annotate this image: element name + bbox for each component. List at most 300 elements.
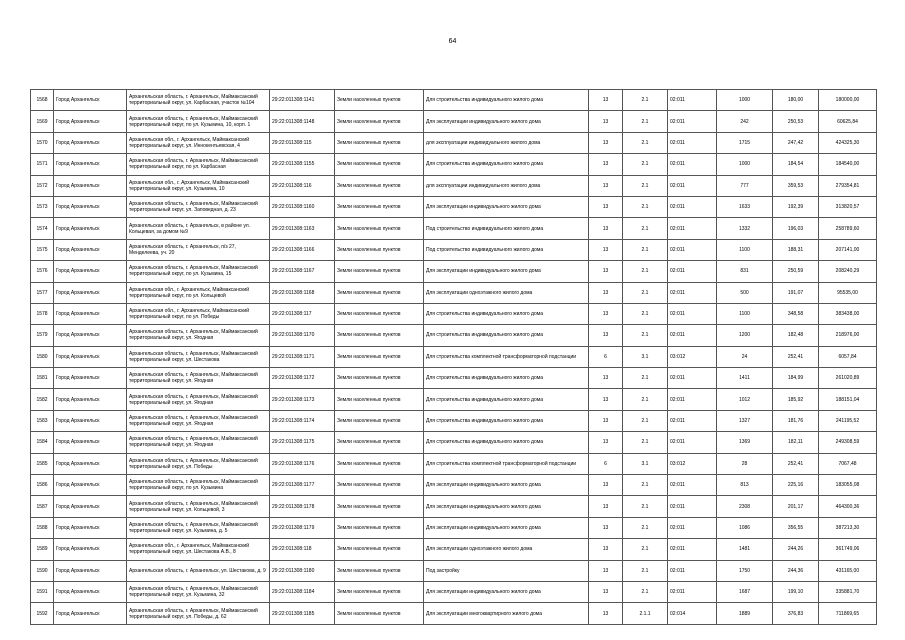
cell-num: 1579 xyxy=(31,325,54,346)
cell-code: 13 xyxy=(589,410,623,431)
cell-use: Под строительство индивидуального жилого дома xyxy=(424,239,589,260)
cell-zone: 2.1 xyxy=(623,560,668,581)
cell-area: 1687 xyxy=(717,581,773,602)
cell-code: 13 xyxy=(589,325,623,346)
cell-num: 1587 xyxy=(31,496,54,517)
cell-value: 6057,84 xyxy=(819,346,877,367)
cell-address: Архангельская обл., г. Архангельск, Маймаксанский территориальный округ, ул. Шестакова А.В., 8 xyxy=(127,539,270,560)
cell-vri: 02:011 xyxy=(668,303,717,324)
cell-vri: 02:011 xyxy=(668,111,717,132)
cell-area: 1012 xyxy=(717,389,773,410)
cell-address: Архангельская область, г. Архангельск, Маймаксанский территориальный округ, ул. Шестакова xyxy=(127,346,270,367)
cell-vri: 02:011 xyxy=(668,432,717,453)
cell-cadastral: 29:22:011308:1175 xyxy=(270,432,335,453)
cell-address: Архангельская область, г. Архангельск, Маймаксанский территориальный округ, по ул. Карбасная xyxy=(127,154,270,175)
cell-city: Город Архангельск xyxy=(54,282,127,303)
cell-use: Для эксплуатации одноэтажного жилого дома xyxy=(424,539,589,560)
cell-value: 313820,57 xyxy=(819,196,877,217)
cell-cadastral: 29:22:011308:1185 xyxy=(270,603,335,624)
cell-vri: 02:011 xyxy=(668,261,717,282)
cell-area: 1633 xyxy=(717,196,773,217)
table-row xyxy=(31,517,877,538)
cell-category: Земли населенных пунктов xyxy=(335,410,424,431)
cell-code: 13 xyxy=(589,475,623,496)
cell-area: 1715 xyxy=(717,132,773,153)
cell-use: Для эксплуатации индивидуального жилого дома xyxy=(424,496,589,517)
cell-city: Город Архангельск xyxy=(54,90,127,111)
cell-category: Земли населенных пунктов xyxy=(335,560,424,581)
cell-category: Земли населенных пунктов xyxy=(335,389,424,410)
cell-category: Земли населенных пунктов xyxy=(335,432,424,453)
cell-num: 1584 xyxy=(31,432,54,453)
cell-num: 1581 xyxy=(31,368,54,389)
cell-vri: 02:011 xyxy=(668,175,717,196)
cell-rate: 376,83 xyxy=(773,603,819,624)
cell-use: Для строительства индивидуального жилого дома xyxy=(424,154,589,175)
cell-num: 1592 xyxy=(31,603,54,624)
cell-zone: 3.1 xyxy=(623,346,668,367)
cell-vri: 02:014 xyxy=(668,603,717,624)
cell-use: Для строительства комплектной трансформаторной подстанции xyxy=(424,346,589,367)
cell-use: Для эксплуатации индивидуального жилого дома xyxy=(424,261,589,282)
cell-rate: 182,11 xyxy=(773,432,819,453)
table-row xyxy=(31,560,877,581)
cell-cadastral: 29:22:011308:1171 xyxy=(270,346,335,367)
cell-category: Земли населенных пунктов xyxy=(335,303,424,324)
cell-rate: 185,92 xyxy=(773,389,819,410)
cell-num: 1576 xyxy=(31,261,54,282)
cell-num: 1570 xyxy=(31,132,54,153)
cell-cadastral: 29:22:011308:1168 xyxy=(270,282,335,303)
cell-rate: 250,59 xyxy=(773,261,819,282)
cell-use: для эксплуатации индивидуального жилого дома xyxy=(424,132,589,153)
cell-zone: 2.1 xyxy=(623,581,668,602)
cell-use: Для эксплуатации многоквартирного жилого дома xyxy=(424,603,589,624)
cell-code: 13 xyxy=(589,218,623,239)
cell-rate: 199,10 xyxy=(773,581,819,602)
table-row xyxy=(31,111,877,132)
cell-use: Для строительства индивидуального жилого дома xyxy=(424,303,589,324)
cell-cadastral: 29:22:011308:1163 xyxy=(270,218,335,239)
cell-cadastral: 29:22:011308:1141 xyxy=(270,90,335,111)
cell-num: 1571 xyxy=(31,154,54,175)
cell-code: 13 xyxy=(589,90,623,111)
cell-address: Архангельская область, г. Архангельск, Маймаксанский территориальный округ, по ул. Кузьмина, 10, корп. 1 xyxy=(127,111,270,132)
cell-area: 1000 xyxy=(717,90,773,111)
cell-cadastral: 29:22:011308:1174 xyxy=(270,410,335,431)
cell-category: Земли населенных пунктов xyxy=(335,517,424,538)
cell-cadastral: 29:22:011308:1170 xyxy=(270,325,335,346)
cell-vri: 03:012 xyxy=(668,453,717,474)
cell-city: Город Архангельск xyxy=(54,496,127,517)
cell-city: Город Архангельск xyxy=(54,111,127,132)
cell-area: 1086 xyxy=(717,517,773,538)
cell-value: 279354,81 xyxy=(819,175,877,196)
cell-cadastral: 29:22:011308:116 xyxy=(270,175,335,196)
cell-address: Архангельская область, г. Архангельск, Маймаксанский территориальный округ, ул. Ягодная xyxy=(127,389,270,410)
cell-code: 6 xyxy=(589,453,623,474)
cell-zone: 2.1.1 xyxy=(623,603,668,624)
table-row xyxy=(31,346,877,367)
cell-category: Земли населенных пунктов xyxy=(335,239,424,260)
cell-address: Архангельская область, г. Архангельск, Маймаксанский территориальный округ, ул. Ягодная xyxy=(127,432,270,453)
cell-cadastral: 29:22:011308:1180 xyxy=(270,560,335,581)
table-row xyxy=(31,325,877,346)
table-row xyxy=(31,90,877,111)
cell-vri: 02:011 xyxy=(668,581,717,602)
cell-area: 831 xyxy=(717,261,773,282)
cell-vri: 02:011 xyxy=(668,560,717,581)
cell-value: 711869,65 xyxy=(819,603,877,624)
cell-address: Архангельская обл., г. Архангельск, Маймаксанский территориальный округ, по ул. Победы xyxy=(127,303,270,324)
cell-address: Архангельская область, г. Архангельск, Маймаксанский территориальный округ, ул. Заповедная, д. 23 xyxy=(127,196,270,217)
cell-rate: 348,58 xyxy=(773,303,819,324)
cell-cadastral: 29:22:011308:115 xyxy=(270,132,335,153)
cell-num: 1585 xyxy=(31,453,54,474)
cell-vri: 02:011 xyxy=(668,410,717,431)
cell-rate: 180,00 xyxy=(773,90,819,111)
table-row xyxy=(31,303,877,324)
cell-code: 13 xyxy=(589,196,623,217)
cell-use: Для строительства индивидуального жилого дома xyxy=(424,325,589,346)
cell-use: Для строительства индивидуального жилого дома xyxy=(424,368,589,389)
cell-zone: 2.1 xyxy=(623,303,668,324)
cell-area: 24 xyxy=(717,346,773,367)
cell-city: Город Архангельск xyxy=(54,368,127,389)
cell-address: Архангельская обл., г. Архангельск, Маймаксанский территориальный округ, ул. Кузьмина, 10 xyxy=(127,175,270,196)
cell-num: 1582 xyxy=(31,389,54,410)
cell-cadastral: 29:22:011308:1178 xyxy=(270,496,335,517)
cell-rate: 247,42 xyxy=(773,132,819,153)
cell-rate: 192,39 xyxy=(773,196,819,217)
cell-category: Земли населенных пунктов xyxy=(335,90,424,111)
cell-value: 208240,29 xyxy=(819,261,877,282)
cell-city: Город Архангельск xyxy=(54,453,127,474)
cell-value: 95535,00 xyxy=(819,282,877,303)
table-row xyxy=(31,196,877,217)
cell-cadastral: 29:22:011308:1177 xyxy=(270,475,335,496)
cell-cadastral: 29:22:011308:1167 xyxy=(270,261,335,282)
cell-zone: 2.1 xyxy=(623,325,668,346)
cell-cadastral: 29:22:011308:117 xyxy=(270,303,335,324)
cell-zone: 2.1 xyxy=(623,196,668,217)
cell-category: Земли населенных пунктов xyxy=(335,496,424,517)
cell-address: Архангельская область, г. Архангельск, Маймаксанский территориальный округ, ул. Победы xyxy=(127,453,270,474)
cell-vri: 02:011 xyxy=(668,539,717,560)
cell-vri: 02:011 xyxy=(668,389,717,410)
cell-value: 188151,04 xyxy=(819,389,877,410)
cell-category: Земли населенных пунктов xyxy=(335,261,424,282)
cell-address: Архангельская область, г. Архангельск, Маймаксанский территориальный округ, по ул. Кузьмина xyxy=(127,475,270,496)
land-registry-table xyxy=(30,89,877,625)
cell-num: 1578 xyxy=(31,303,54,324)
cell-vri: 03:012 xyxy=(668,346,717,367)
cell-cadastral: 29:22:011308:1179 xyxy=(270,517,335,538)
cell-category: Земли населенных пунктов xyxy=(335,154,424,175)
cell-area: 1200 xyxy=(717,325,773,346)
cell-use: Для эксплуатации одноэтажного жилого дома xyxy=(424,282,589,303)
cell-num: 1577 xyxy=(31,282,54,303)
table-row xyxy=(31,432,877,453)
cell-city: Город Архангельск xyxy=(54,517,127,538)
cell-rate: 182,48 xyxy=(773,325,819,346)
cell-zone: 2.1 xyxy=(623,475,668,496)
cell-value: 184540,00 xyxy=(819,154,877,175)
cell-zone: 2.1 xyxy=(623,175,668,196)
cell-address: Архангельская область, г. Архангельск, Маймаксанский территориальный округ, по ул. Кузьмина, 15 xyxy=(127,261,270,282)
table-row xyxy=(31,603,877,624)
cell-area: 1100 xyxy=(717,239,773,260)
cell-area: 2308 xyxy=(717,496,773,517)
cell-address: Архангельская область, г. Архангельск, Маймаксанский территориальный округ, ул. Кузьмина, 32 xyxy=(127,581,270,602)
cell-cadastral: 29:22:011308:1148 xyxy=(270,111,335,132)
cell-value: 207141,00 xyxy=(819,239,877,260)
cell-use: Для строительства индивидуального жилого дома xyxy=(424,389,589,410)
cell-cadastral: 29:22:011308:1166 xyxy=(270,239,335,260)
cell-city: Город Архангельск xyxy=(54,175,127,196)
cell-category: Земли населенных пунктов xyxy=(335,132,424,153)
cell-category: Земли населенных пунктов xyxy=(335,453,424,474)
cell-value: 258789,60 xyxy=(819,218,877,239)
cell-num: 1586 xyxy=(31,475,54,496)
cell-zone: 2.1 xyxy=(623,90,668,111)
cell-city: Город Архангельск xyxy=(54,325,127,346)
cell-use: Для эксплуатации индивидуального жилого дома xyxy=(424,111,589,132)
cell-rate: 191,07 xyxy=(773,282,819,303)
cell-area: 813 xyxy=(717,475,773,496)
cell-code: 13 xyxy=(589,261,623,282)
cell-zone: 2.1 xyxy=(623,496,668,517)
cell-value: 7067,48 xyxy=(819,453,877,474)
cell-zone: 2.1 xyxy=(623,368,668,389)
cell-rate: 196,03 xyxy=(773,218,819,239)
cell-vri: 02:011 xyxy=(668,239,717,260)
cell-area: 1889 xyxy=(717,603,773,624)
cell-city: Город Архангельск xyxy=(54,132,127,153)
cell-area: 1369 xyxy=(717,432,773,453)
cell-zone: 2.1 xyxy=(623,218,668,239)
cell-area: 1750 xyxy=(717,560,773,581)
cell-num: 1568 xyxy=(31,90,54,111)
cell-use: Для строительства индивидуального жилого дома xyxy=(424,90,589,111)
cell-num: 1569 xyxy=(31,111,54,132)
cell-address: Архангельская область, г. Архангельск, Маймаксанский территориальный округ, ул. Кузьмина, д. 5 xyxy=(127,517,270,538)
cell-code: 13 xyxy=(589,239,623,260)
cell-address: Архангельская область, г. Архангельск, ул. Шестакова, д. 9 xyxy=(127,560,270,581)
cell-code: 13 xyxy=(589,111,623,132)
cell-code: 13 xyxy=(589,368,623,389)
cell-code: 13 xyxy=(589,389,623,410)
cell-address: Архангельская область, г. Архангельск, Маймаксанский территориальный округ, ул. Карбасная, участок №104 xyxy=(127,90,270,111)
cell-zone: 2.1 xyxy=(623,132,668,153)
cell-rate: 184,54 xyxy=(773,154,819,175)
cell-zone: 3.1 xyxy=(623,453,668,474)
table-row xyxy=(31,453,877,474)
cell-vri: 02:011 xyxy=(668,218,717,239)
cell-code: 6 xyxy=(589,346,623,367)
cell-value: 261020,89 xyxy=(819,368,877,389)
cell-area: 500 xyxy=(717,282,773,303)
cell-zone: 2.1 xyxy=(623,239,668,260)
cell-cadastral: 29:22:011308:1173 xyxy=(270,389,335,410)
cell-city: Город Архангельск xyxy=(54,239,127,260)
cell-code: 13 xyxy=(589,517,623,538)
cell-city: Город Архангельск xyxy=(54,560,127,581)
cell-zone: 2.1 xyxy=(623,261,668,282)
cell-code: 13 xyxy=(589,303,623,324)
cell-use: Под застройку xyxy=(424,560,589,581)
cell-city: Город Архангельск xyxy=(54,389,127,410)
cell-vri: 02:011 xyxy=(668,196,717,217)
table-row xyxy=(31,218,877,239)
cell-code: 13 xyxy=(589,603,623,624)
cell-use: Для строительства индивидуального жилого дома xyxy=(424,432,589,453)
cell-cadastral: 29:22:011308:1184 xyxy=(270,581,335,602)
cell-use: для эксплуатации индивидуального жилого дома xyxy=(424,175,589,196)
cell-address: Архангельская область, г. Архангельск, п/з 27, Менделеева, уч. 20 xyxy=(127,239,270,260)
cell-value: 60625,84 xyxy=(819,111,877,132)
cell-num: 1591 xyxy=(31,581,54,602)
table-row xyxy=(31,282,877,303)
cell-zone: 2.1 xyxy=(623,389,668,410)
cell-address: Архангельская область, г. Архангельск, Маймаксанский территориальный округ, ул. Кольцевой, 3 xyxy=(127,496,270,517)
cell-cadastral: 29:22:011308:118 xyxy=(270,539,335,560)
cell-use: Под строительство индивидуального жилого дома xyxy=(424,218,589,239)
cell-use: Для эксплуатации индивидуального жилого дома xyxy=(424,517,589,538)
cell-vri: 02:011 xyxy=(668,282,717,303)
cell-use: Для эксплуатации индивидуального жилого дома xyxy=(424,475,589,496)
cell-rate: 359,53 xyxy=(773,175,819,196)
cell-city: Город Архангельск xyxy=(54,603,127,624)
cell-category: Земли населенных пунктов xyxy=(335,111,424,132)
cell-value: 387213,30 xyxy=(819,517,877,538)
cell-rate: 201,17 xyxy=(773,496,819,517)
cell-zone: 2.1 xyxy=(623,517,668,538)
cell-zone: 2.1 xyxy=(623,539,668,560)
cell-rate: 184,99 xyxy=(773,368,819,389)
cell-num: 1589 xyxy=(31,539,54,560)
cell-vri: 02:011 xyxy=(668,475,717,496)
table-row xyxy=(31,261,877,282)
cell-cadastral: 29:22:011308:1176 xyxy=(270,453,335,474)
cell-code: 13 xyxy=(589,175,623,196)
cell-zone: 2.1 xyxy=(623,432,668,453)
cell-category: Земли населенных пунктов xyxy=(335,218,424,239)
cell-code: 13 xyxy=(589,560,623,581)
table-row xyxy=(31,475,877,496)
cell-vri: 02:011 xyxy=(668,90,717,111)
cell-city: Город Архангельск xyxy=(54,346,127,367)
table-row xyxy=(31,410,877,431)
cell-num: 1574 xyxy=(31,218,54,239)
cell-city: Город Архангельск xyxy=(54,539,127,560)
cell-category: Земли населенных пунктов xyxy=(335,581,424,602)
cell-address: Архангельская область, г. Архангельск, Маймаксанский территориальный округ, ул. Ягодная xyxy=(127,325,270,346)
cell-code: 13 xyxy=(589,154,623,175)
cell-address: Архангельская область, г. Архангельск, Маймаксанский территориальный округ, ул. Ягодная xyxy=(127,368,270,389)
cell-code: 13 xyxy=(589,282,623,303)
cell-city: Город Архангельск xyxy=(54,432,127,453)
cell-num: 1583 xyxy=(31,410,54,431)
cell-rate: 225,16 xyxy=(773,475,819,496)
cell-num: 1580 xyxy=(31,346,54,367)
cell-use: Для эксплуатации индивидуального жилого дома xyxy=(424,196,589,217)
table-row xyxy=(31,175,877,196)
cell-vri: 02:011 xyxy=(668,368,717,389)
cell-cadastral: 29:22:011308:1172 xyxy=(270,368,335,389)
cell-value: 424325,30 xyxy=(819,132,877,153)
cell-value: 335881,70 xyxy=(819,581,877,602)
cell-rate: 181,76 xyxy=(773,410,819,431)
cell-category: Земли населенных пунктов xyxy=(335,175,424,196)
cell-city: Город Архангельск xyxy=(54,581,127,602)
cell-num: 1572 xyxy=(31,175,54,196)
cell-category: Земли населенных пунктов xyxy=(335,282,424,303)
cell-address: Архангельская область, г. Архангельск, Маймаксанский территориальный округ, ул. Победы, д. 62 xyxy=(127,603,270,624)
cell-value: 361749,06 xyxy=(819,539,877,560)
cell-area: 777 xyxy=(717,175,773,196)
cell-zone: 2.1 xyxy=(623,154,668,175)
table-row xyxy=(31,389,877,410)
cell-cadastral: 29:22:011308:1160 xyxy=(270,196,335,217)
cell-use: Для строительства комплектной трансформаторной подстанции xyxy=(424,453,589,474)
cell-rate: 252,41 xyxy=(773,346,819,367)
cell-category: Земли населенных пунктов xyxy=(335,539,424,560)
table-row xyxy=(31,496,877,517)
cell-value: 183055,08 xyxy=(819,475,877,496)
cell-vri: 02:011 xyxy=(668,325,717,346)
cell-num: 1588 xyxy=(31,517,54,538)
cell-area: 1411 xyxy=(717,368,773,389)
cell-area: 1481 xyxy=(717,539,773,560)
cell-zone: 2.1 xyxy=(623,410,668,431)
cell-value: 249308,59 xyxy=(819,432,877,453)
cell-code: 13 xyxy=(589,581,623,602)
cell-code: 13 xyxy=(589,496,623,517)
cell-city: Город Архангельск xyxy=(54,154,127,175)
cell-use: Для эксплуатации индивидуального жилого дома xyxy=(424,581,589,602)
cell-area: 242 xyxy=(717,111,773,132)
cell-code: 13 xyxy=(589,132,623,153)
cell-zone: 2.1 xyxy=(623,282,668,303)
cell-vri: 02:011 xyxy=(668,132,717,153)
cell-value: 431165,00 xyxy=(819,560,877,581)
table-row xyxy=(31,132,877,153)
cell-rate: 188,31 xyxy=(773,239,819,260)
cell-city: Город Архангельск xyxy=(54,410,127,431)
cell-category: Земли населенных пунктов xyxy=(335,603,424,624)
cell-city: Город Архангельск xyxy=(54,196,127,217)
cell-city: Город Архангельск xyxy=(54,218,127,239)
table-row xyxy=(31,239,877,260)
cell-zone: 2.1 xyxy=(623,111,668,132)
cell-city: Город Архангельск xyxy=(54,475,127,496)
cell-code: 13 xyxy=(589,539,623,560)
cell-value: 383438,00 xyxy=(819,303,877,324)
cell-value: 464300,36 xyxy=(819,496,877,517)
table-row xyxy=(31,539,877,560)
cell-value: 180000,00 xyxy=(819,90,877,111)
cell-category: Земли населенных пунктов xyxy=(335,325,424,346)
cell-use: Для строительства индивидуального жилого дома xyxy=(424,410,589,431)
cell-address: Архангельская обл., г. Архангельск, Маймаксанский территориальный округ, ул. Иннокентьевская, 4 xyxy=(127,132,270,153)
cell-address: Архангельская область, г. Архангельск, в районе ул. Кольцевая, за домом №9 xyxy=(127,218,270,239)
table-body xyxy=(31,90,877,625)
cell-category: Земли населенных пунктов xyxy=(335,196,424,217)
page-number: 64 xyxy=(448,38,457,45)
cell-area: 28 xyxy=(717,453,773,474)
cell-category: Земли населенных пунктов xyxy=(335,346,424,367)
